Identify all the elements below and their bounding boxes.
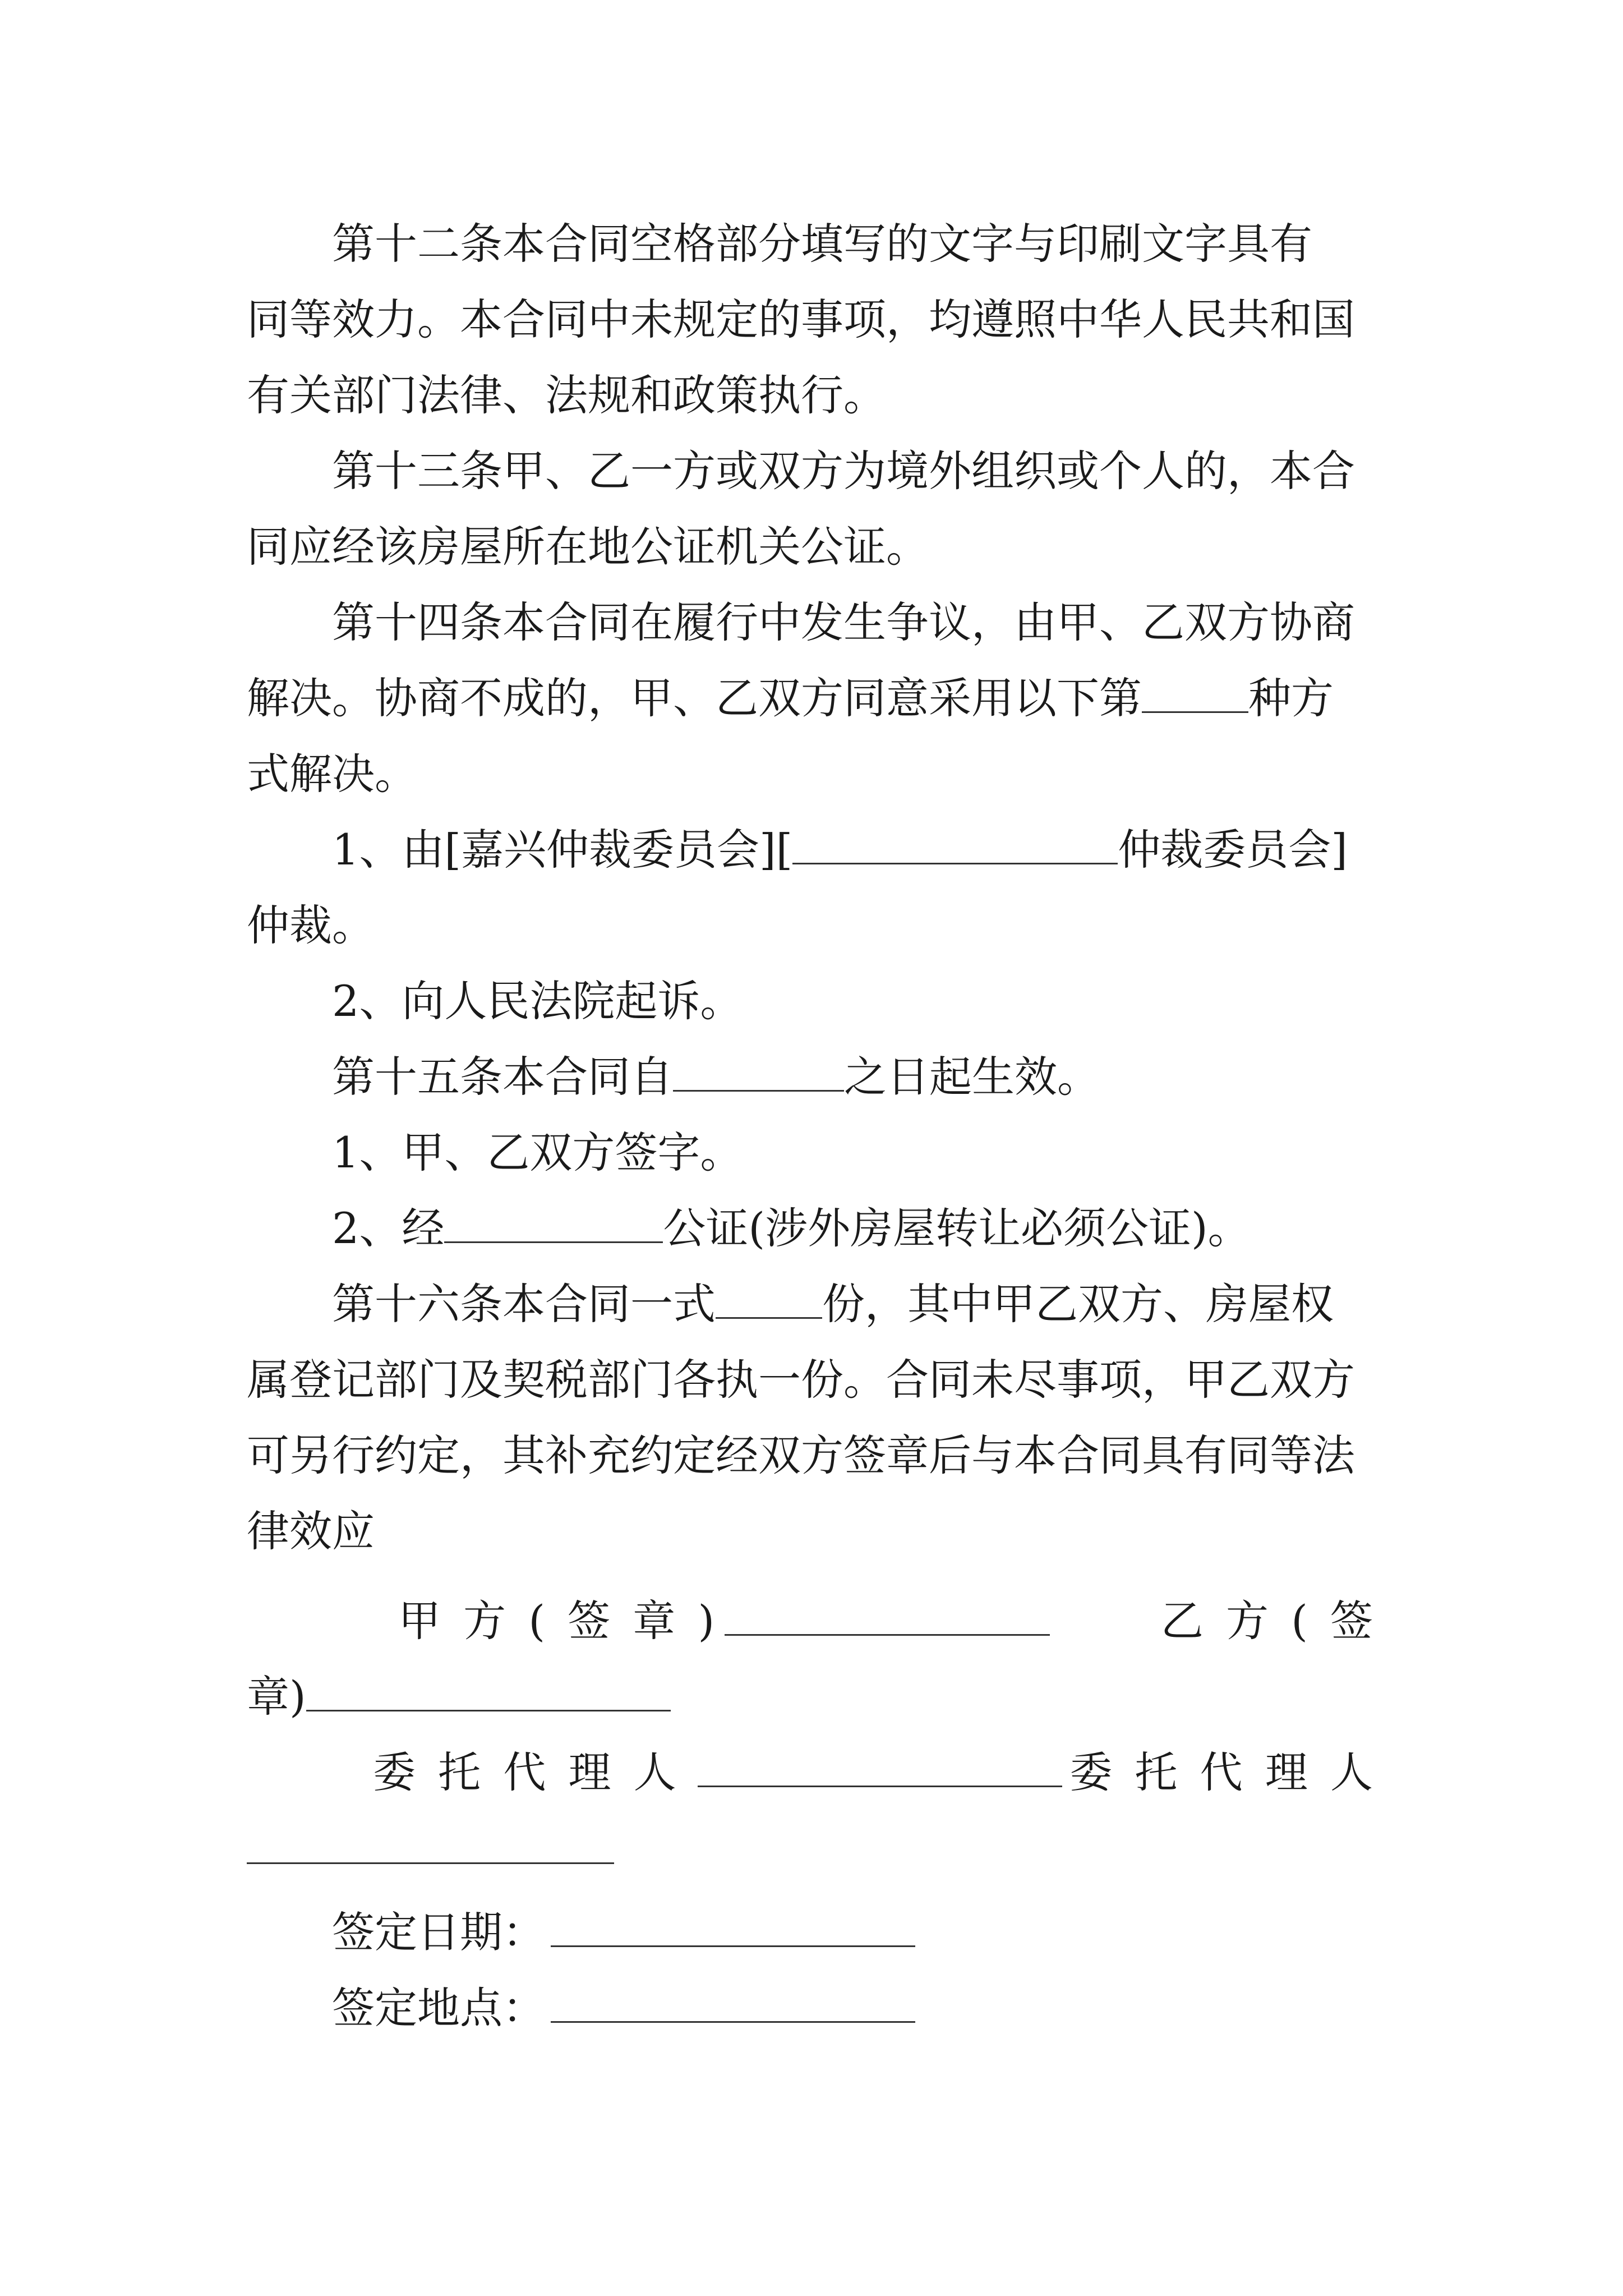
sign-place-label: 签定地点： [332,1983,545,2033]
article-13-line-1 [247,443,1377,499]
party-b-signature-blank[interactable] [306,1675,671,1711]
article-14-text-2a: 解决。协商不成的，甲、乙双方同意采用以下第 [247,673,1142,723]
article-13-line-2 [247,519,1377,575]
article-12-text-3: 有关部门法律、法规和政策执行。 [247,370,886,420]
article-16-line-3 [247,1428,1377,1484]
option-2-text: 2、向人民法院起诉。 [332,976,743,1026]
article-14-text-3: 式解决。 [247,749,417,799]
article-16-line-2 [247,1352,1377,1408]
agent-signature-line [247,1745,1377,1801]
dispute-method-blank[interactable] [1142,677,1248,713]
sign-place-line [247,1980,1377,2036]
agent-a-label: 委 托 代 理 人 [373,1747,681,1797]
agent-a-blank[interactable] [698,1751,1062,1787]
option-1-cont-line [247,898,1377,954]
article-12-line-2 [247,292,1377,348]
arbitration-committee-blank[interactable] [792,828,1118,864]
article-14-line-2 [247,670,1377,726]
article-16-text-1a: 第十六条本合同一式 [332,1279,716,1329]
article-12-line-1 [247,216,1377,272]
article-16-text-3: 可另行约定，其补充约定经双方签章后与本合同具有同等法 [247,1430,1355,1480]
article-15-option-1-text: 1、甲、乙双方签字。 [332,1128,743,1177]
agent-b-blank[interactable] [247,1862,614,1864]
option-2-line [247,973,1377,1029]
article-16-line-1 [247,1276,1377,1332]
article-14-text-1: 第十四条本合同在履行中发生争议，由甲、乙双方协商 [332,597,1355,647]
party-a-signature-label: 甲 方 ( 签 章 ) [398,1596,720,1646]
effective-date-blank[interactable] [673,1055,844,1092]
party-b-signature-label: 乙 方 ( 签 [1160,1596,1377,1646]
article-12-line-3 [247,367,1377,424]
option-1-line [247,822,1377,878]
option-1-text-c: 仲裁。 [247,900,375,950]
copies-count-blank[interactable] [716,1282,822,1319]
article-14-text-2b: 种方 [1248,673,1334,723]
party-b-signature-cont-line [247,1669,1377,1725]
article-16-text-1b: 份，其中甲乙双方、房屋权 [822,1279,1334,1329]
article-16-text-4: 律效应 [247,1506,375,1556]
article-15-line [247,1049,1377,1105]
sign-date-line [247,1904,1377,1961]
article-16-line-4 [247,1503,1377,1559]
article-16-text-2: 属登记部门及契税部门各执一份。合同未尽事项，甲乙双方 [247,1355,1355,1405]
article-12-text-1: 第十二条本合同空格部分填写的文字与印刷文字具有 [332,219,1312,269]
article-15-option-2-text-a: 2、经 [332,1203,445,1253]
sign-date-blank[interactable] [551,1911,915,1947]
sign-date-label: 签定日期： [332,1907,545,1957]
article-15-option-2-line [247,1200,1377,1257]
article-15-option-2-text-b: 公证(涉外房屋转让必须公证)。 [663,1203,1251,1253]
option-1-text-a: 1、由[嘉兴仲裁委员会][ [332,825,793,875]
article-15-text-a: 第十五条本合同自 [332,1052,673,1102]
party-a-signature-blank[interactable] [725,1599,1050,1636]
option-1-text-b: 仲裁委员会] [1118,825,1348,875]
party-b-signature-label-cont: 章) [247,1672,306,1722]
sign-place-blank[interactable] [551,1986,915,2023]
party-signature-line [247,1593,1377,1649]
article-15-option-1-line [247,1125,1377,1181]
article-14-line-3 [247,746,1377,802]
article-14-line-1 [247,595,1377,651]
article-15-text-b: 之日起生效。 [844,1052,1100,1102]
notary-blank[interactable] [444,1207,663,1243]
article-12-text-2: 同等效力。本合同中未规定的事项，均遵照中华人民共和国 [247,295,1355,344]
article-13-text-2: 同应经该房屋所在地公证机关公证。 [247,522,929,572]
agent-b-label: 委 托 代 理 人 [1069,1747,1377,1797]
article-13-text-1: 第十三条甲、乙一方或双方为境外组织或个人的，本合 [332,446,1355,496]
